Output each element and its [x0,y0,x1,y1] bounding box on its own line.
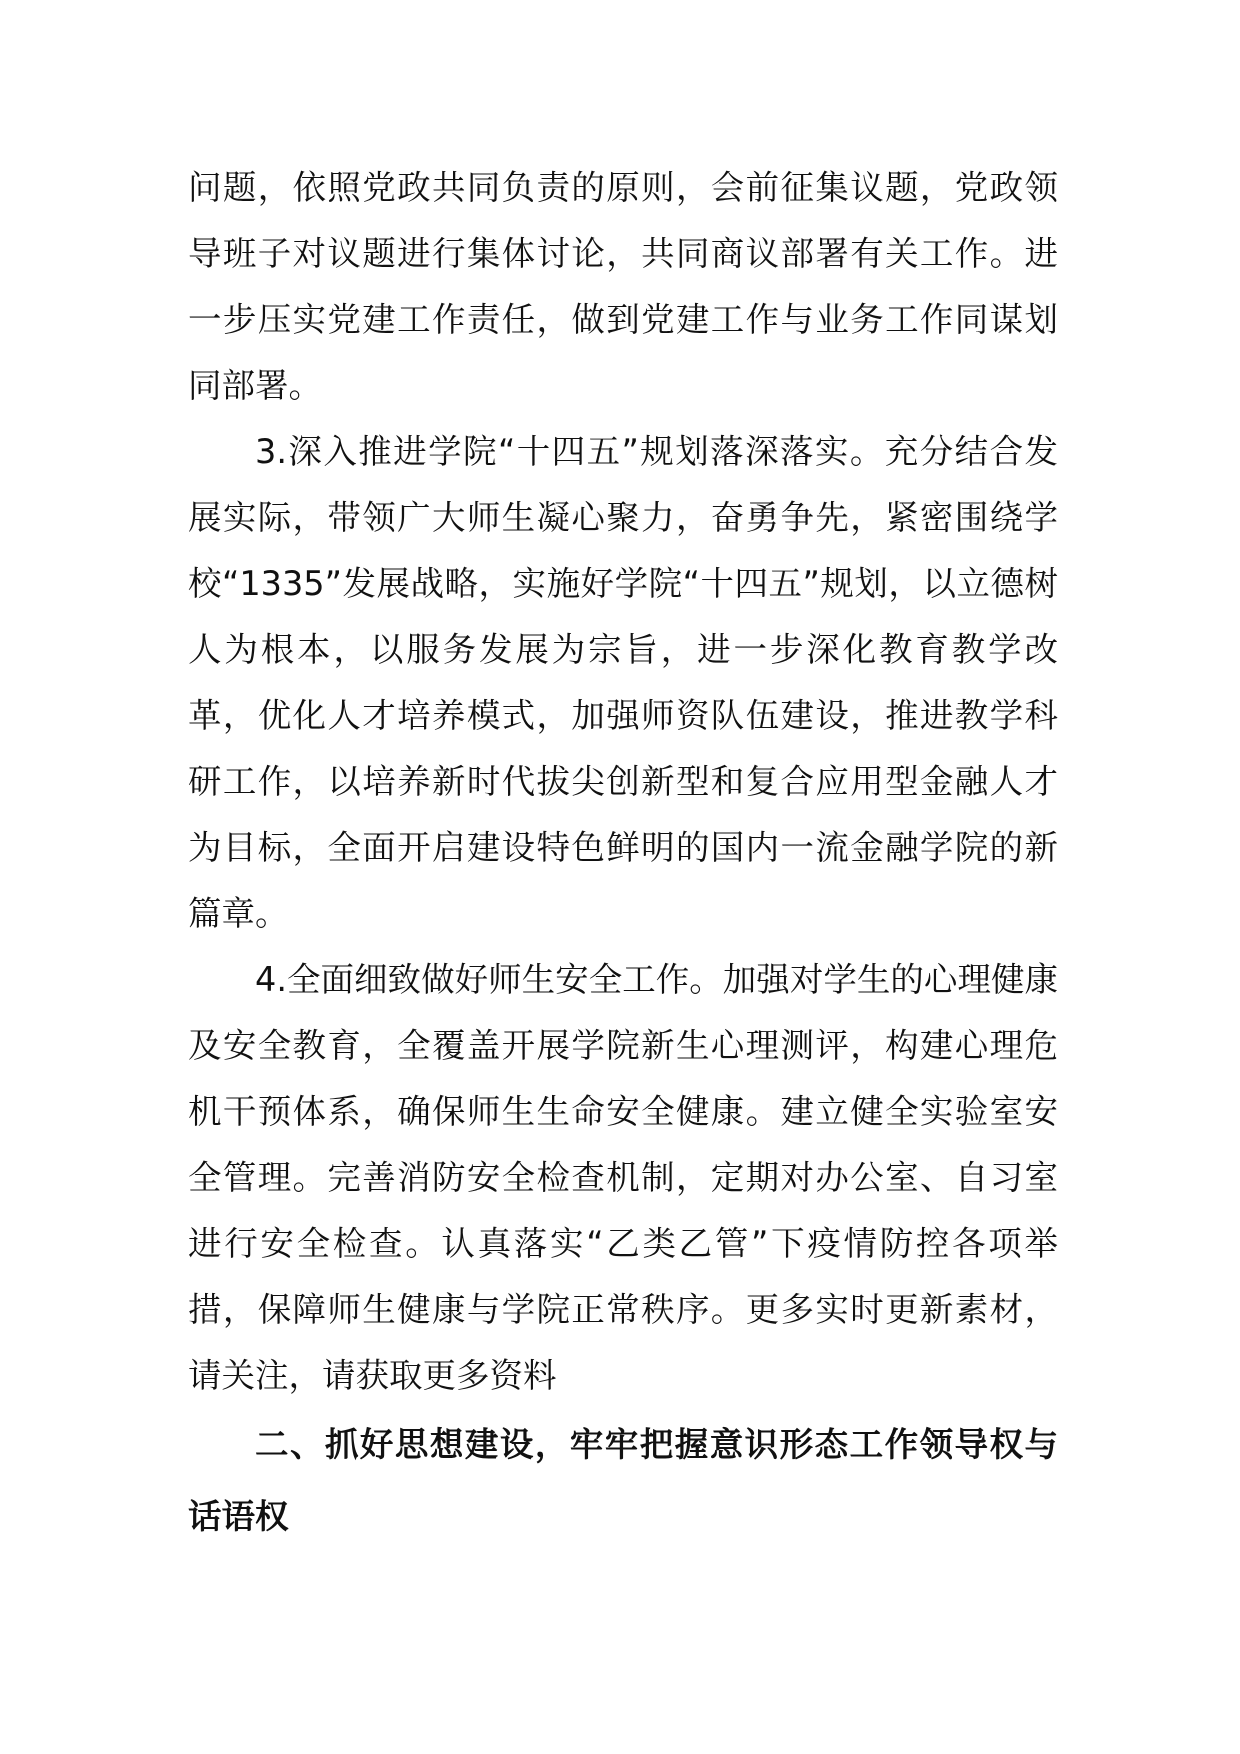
paragraph-item-4: 4.全面细致做好师生安全工作。加强对学生的心理健康及安全教育，全覆盖开展学院新生心理测评，构建心理危机干预体系，确保师生生命安全健康。建立健全实验室安全管理。完善消防安全检查机制，定期对办公室、自习室进行安全检查。认真落实“乙类乙管”下疫情防控各项举措，保障师生健康与学院正常秩序。更多实时更新素材，请关注，请获取更多资料 [188,960,1058,1395]
paragraph-continuation: 问题，依照党政共同负责的原则，会前征集议题，党政领导班子对议题进行集体讨论，共同商议部署有关工作。进一步压实党建工作责任，做到党建工作与业务工作同谋划同部署。 [188,168,1058,405]
document-body [188,155,1058,1553]
section-heading: 二、抓好思想建设，牢牢把握意识形态工作领导权与话语权 [188,1425,1058,1536]
paragraph-item-3: 3.深入推进学院“十四五”规划落深落实。充分结合发展实际，带领广大师生凝心聚力，奋勇争先，紧密围绕学校“1335”发展战略，实施好学院“十四五”规划，以立德树人为根本，以服务发展为宗旨，进一步深化教育教学改革，优化人才培养模式，加强师资队伍建设，推进教学科研工作，以培养新时代拔尖创新型和复合应用型金融人才为目标，全面开启建设特色鲜明的国内一流金融学院的新篇章。 [188,432,1058,933]
